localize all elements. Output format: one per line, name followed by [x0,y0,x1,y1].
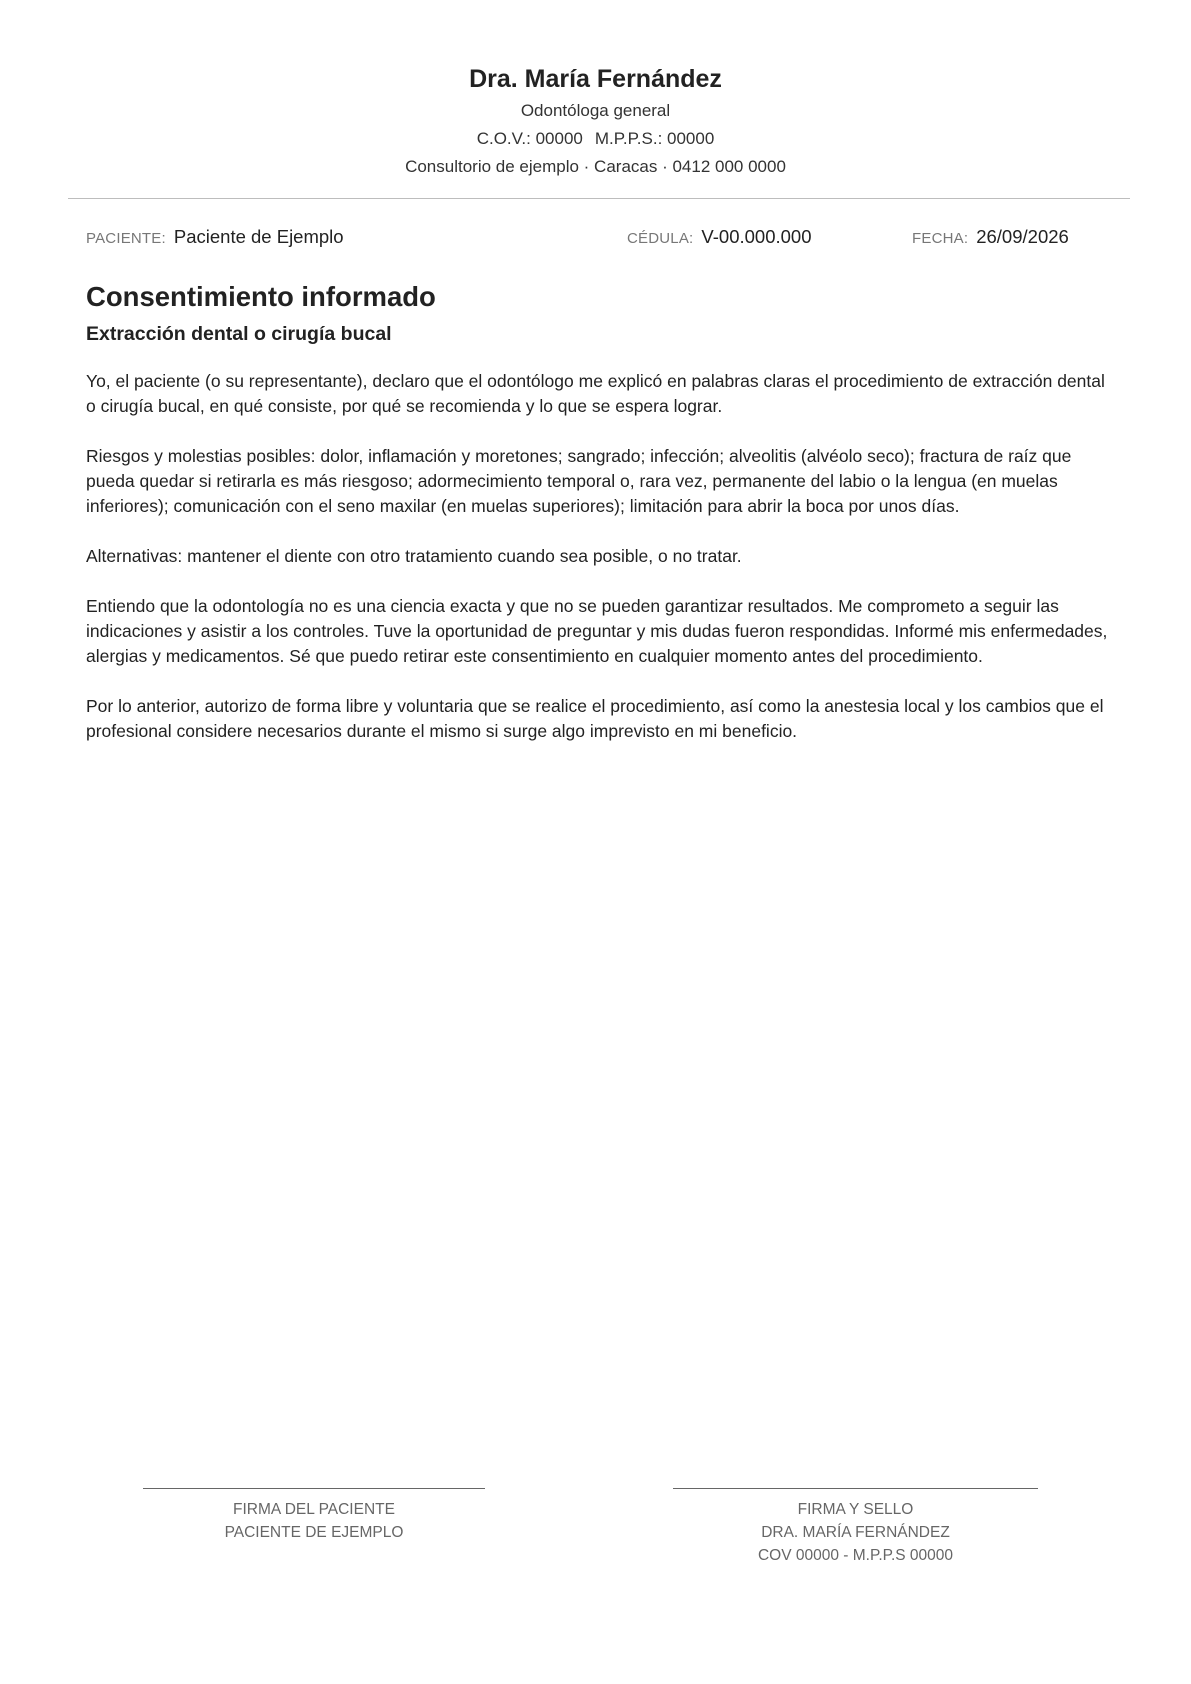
consent-paragraph-authorization: Por lo anterior, autorizo de forma libre y voluntaria que se realice el procedimiento, así como la anestesia local y los cambios que el profesional considere necesarios durante el mismo si surge algo imprevisto en mi beneficio. [86,696,1104,741]
consent-body [86,369,1116,769]
cov-number: C.O.V.: 00000 [476,129,583,148]
cedula-value: V-00.000.000 [701,226,812,247]
date-value: 26/09/2026 [976,226,1069,247]
doctor-signature-caption: FIRMA Y SELLO [797,1501,914,1518]
doctor-signature-name: DRA. MARÍA FERNÁNDEZ [761,1524,950,1541]
consent-paragraph-declaration: Yo, el paciente (o su representante), declaro que el odontólogo me explicó en palabras claras el procedimiento de extracción dental o cirugía bucal, en qué consiste, por qué se recomienda y lo que se espera lograr. [86,371,1105,416]
patient-signature-caption: FIRMA DEL PACIENTE [233,1501,395,1518]
patient-field [86,226,344,248]
office-info: Consultorio de ejemplo · Caracas · 0412 000 0000 [405,157,786,176]
doctor-specialty: Odontóloga general [520,101,671,120]
doctor-signature-registration: COV 00000 - M.P.P.S 00000 [757,1547,954,1564]
patient-label: PACIENTE: [86,230,166,247]
document-subtitle: Extracción dental o cirugía bucal [86,323,392,345]
patient-info-row [0,226,1191,252]
patient-name: Paciente de Ejemplo [173,226,344,247]
consent-paragraph-risks: Riesgos y molestias posibles: dolor, inflamación y moretones; sangrado; infección; alveolitis (alvéolo seco); fractura de raíz que pueda quedar si retirarla es más riesgoso; adormecimiento temporal o, rara vez, permanente del labio o la lengua (en muelas inferiores); comunicación con el seno maxilar (en muelas superiores); limitación para abrir la boca por unos días. [86,446,1072,516]
date-label: FECHA: [912,230,969,247]
patient-signature-block [143,1488,485,1544]
header-divider [68,198,1130,199]
consent-paragraph-understanding: Entiendo que la odontología no es una ciencia exacta y que no se pueden garantizar resultados. Me comprometo a seguir las indicaciones y asistir a los controles. Tuve la oportunidad de preguntar y mis dudas fueron respondidas. Informé mis enfermedades, alergias y medicamentos. Sé que puedo retirar este consentimiento en cualquier momento antes del procedimiento. [86,596,1108,666]
document-title: Consentimiento informado [86,281,436,312]
cedula-label: CÉDULA: [627,230,694,247]
letterhead [0,62,1191,181]
date-field [912,226,1069,248]
doctor-registration [0,125,1191,153]
cedula-field [627,226,812,248]
patient-signature-name: PACIENTE DE EJEMPLO [224,1524,404,1541]
mpps-number: M.P.P.S.: 00000 [594,129,715,148]
doctor-signature-line [673,1488,1038,1489]
patient-signature-line [143,1488,485,1489]
doctor-name: Dra. María Fernández [469,65,722,93]
doctor-signature-block [673,1488,1038,1567]
consent-paragraph-alternatives: Alternativas: mantener el diente con otro tratamiento cuando sea posible, o no tratar. [86,546,742,566]
